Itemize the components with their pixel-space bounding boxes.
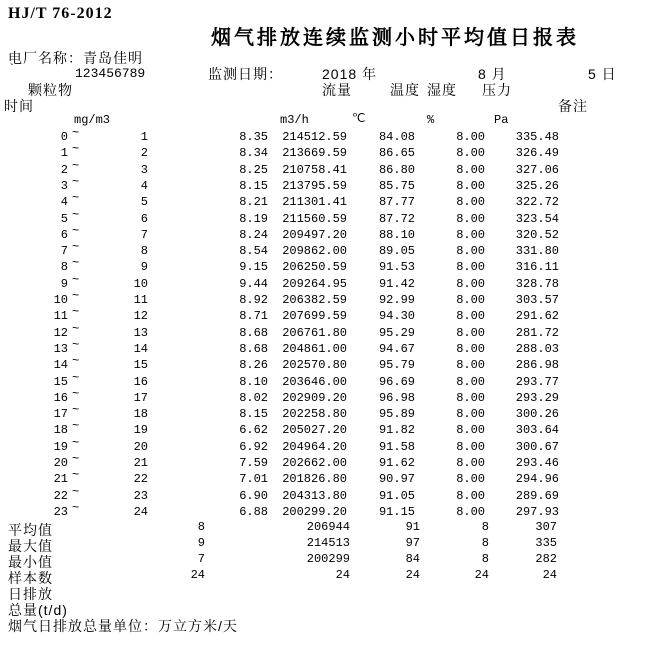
humidity-value: 8.00 [456,326,485,340]
dust-value: 8.54 [239,244,268,258]
humidity-value: 8.00 [456,309,485,323]
table-row [0,224,671,244]
summary-row-label: 平均值 [8,522,53,538]
flow-value: 205027.20 [282,423,347,437]
temperature-value: 91.05 [378,489,415,503]
humidity-value: 8.00 [456,293,485,307]
summary-dust-value: 9 [197,536,205,550]
hour-to: 15 [133,358,148,372]
flow-value: 203646.00 [282,375,347,389]
tilde-separator: ~ [72,403,80,417]
pressure-value: 300.26 [515,407,559,421]
temperature-value: 85.75 [378,179,415,193]
flow-value: 202258.80 [282,407,347,421]
table-row [0,501,671,521]
plant-name-value: 青岛佳明 [83,50,143,66]
humidity-value: 8.00 [456,342,485,356]
temperature-value: 92.99 [378,293,415,307]
tilde-separator: ~ [72,224,80,238]
pressure-value: 293.29 [515,391,559,405]
flow-value: 214512.59 [282,130,347,144]
dust-value: 8.19 [239,212,268,226]
hour-from: 19 [53,440,68,454]
flow-value: 200299.20 [282,505,347,519]
dust-value: 9.44 [239,277,268,291]
hour-to: 14 [133,342,148,356]
pressure-value: 328.78 [515,277,559,291]
column-header-pressure: 压力 [482,82,512,98]
temperature-value: 87.77 [378,195,415,209]
tilde-separator: ~ [72,240,80,254]
pressure-value: 300.67 [515,440,559,454]
flow-value: 201826.80 [282,472,347,486]
hour-from: 8 [60,260,68,274]
tilde-separator: ~ [72,485,80,499]
hour-from: 17 [53,407,68,421]
tilde-separator: ~ [72,289,80,303]
pressure-value: 335.48 [515,130,559,144]
flow-value: 210758.41 [282,163,347,177]
hour-to: 11 [133,293,148,307]
flue-gas-unit-note: 烟气日排放总量单位：万立方米/天 [8,618,238,634]
dust-value: 8.68 [239,342,268,356]
dust-value: 8.35 [239,130,268,144]
dust-value: 9.15 [239,260,268,274]
humidity-value: 8.00 [456,489,485,503]
humidity-value: 8.00 [456,228,485,242]
summary-humidity-value: 24 [474,568,489,582]
humidity-value: 8.00 [456,505,485,519]
humidity-value: 8.00 [456,212,485,226]
hour-from: 14 [53,358,68,372]
table-row [0,159,671,179]
pressure-value: 289.69 [515,489,559,503]
dust-value: 8.34 [239,146,268,160]
hour-to: 7 [140,228,148,242]
summary-humidity-value: 8 [481,520,489,534]
summary-temperature-value: 84 [405,552,420,566]
hour-to: 5 [140,195,148,209]
table-row [0,289,671,309]
hour-to: 8 [140,244,148,258]
table-row [0,256,671,276]
table-row [0,126,671,146]
flow-value: 213669.59 [282,146,347,160]
tilde-separator: ~ [72,387,80,401]
summary-row [0,552,671,568]
temperature-value: 94.67 [378,342,415,356]
table-row [0,387,671,407]
pressure-value: 281.72 [515,326,559,340]
hour-from: 4 [60,195,68,209]
dust-value: 7.59 [239,456,268,470]
stray-mark: ` [8,62,16,76]
summary-dust-value: 8 [197,520,205,534]
flow-value: 206761.80 [282,326,347,340]
dust-value: 7.01 [239,472,268,486]
dust-value: 8.92 [239,293,268,307]
summary-temperature-value: 97 [405,536,420,550]
pressure-value: 288.03 [515,342,559,356]
tilde-separator: ~ [72,175,80,189]
table-row [0,175,671,195]
temperature-value: 94.30 [378,309,415,323]
pressure-value: 294.96 [515,472,559,486]
pressure-value: 291.62 [515,309,559,323]
hour-from: 9 [60,277,68,291]
pressure-value: 320.52 [515,228,559,242]
summary-humidity-value: 8 [481,552,489,566]
table-row [0,468,671,488]
summary-row [0,520,671,536]
tilde-separator: ~ [72,273,80,287]
table-row [0,322,671,342]
tilde-separator: ~ [72,354,80,368]
hour-from: 23 [53,505,68,519]
tilde-separator: ~ [72,338,80,352]
hour-from: 18 [53,423,68,437]
dust-value: 8.68 [239,326,268,340]
flow-value: 211560.59 [282,212,347,226]
temperature-value: 91.82 [378,423,415,437]
tilde-separator: ~ [72,256,80,270]
pressure-value: 322.72 [515,195,559,209]
hour-from: 6 [60,228,68,242]
hour-to: 20 [133,440,148,454]
daily-emission-total-label: 总量(t/d) [8,602,68,618]
report-title: 烟气排放连续监测小时平均值日报表 [211,27,579,49]
summary-dust-value: 24 [190,568,205,582]
flow-value: 209264.95 [282,277,347,291]
hour-from: 7 [60,244,68,258]
flow-value: 206382.59 [282,293,347,307]
temperature-value: 96.98 [378,391,415,405]
temperature-value: 89.05 [378,244,415,258]
dust-value: 6.92 [239,440,268,454]
hour-to: 24 [133,505,148,519]
temperature-value: 95.29 [378,326,415,340]
plant-name-label: 电厂名称： [8,50,83,66]
tilde-separator: ~ [72,126,80,140]
hour-from: 21 [53,472,68,486]
unit-pressure: Pa [494,113,509,127]
summary-flow-value: 214513 [306,536,350,550]
summary-row [0,568,671,584]
summary-flow-value: 206944 [306,520,350,534]
plant-code: 123456789 [75,66,146,81]
flow-value: 213795.59 [282,179,347,193]
flow-value: 202909.20 [282,391,347,405]
hour-from: 2 [60,163,68,177]
humidity-value: 8.00 [456,179,485,193]
dust-value: 8.10 [239,375,268,389]
tilde-separator: ~ [72,322,80,336]
hour-from: 16 [53,391,68,405]
dust-value: 8.15 [239,179,268,193]
summary-pressure-value: 335 [535,536,557,550]
column-header-flow: 流量 [322,82,352,98]
pressure-value: 293.46 [515,456,559,470]
flow-value: 207699.59 [282,309,347,323]
hour-to: 10 [133,277,148,291]
tilde-separator: ~ [72,436,80,450]
table-row [0,142,671,162]
humidity-value: 8.00 [456,260,485,274]
pressure-value: 297.93 [515,505,559,519]
hour-to: 4 [140,179,148,193]
summary-row-label: 最小值 [8,554,53,570]
table-row [0,240,671,260]
temperature-value: 90.97 [378,472,415,486]
column-header-humidity: 湿度 [427,82,457,98]
column-header-time: 时间 [4,98,34,114]
hour-to: 13 [133,326,148,340]
monitor-date-day: 5 日 [588,66,617,82]
summary-row [0,536,671,552]
temperature-value: 91.42 [378,277,415,291]
summary-row-label: 最大值 [8,538,53,554]
hour-to: 12 [133,309,148,323]
temperature-value: 91.58 [378,440,415,454]
dust-value: 8.21 [239,195,268,209]
hour-from: 10 [53,293,68,307]
temperature-value: 91.53 [378,260,415,274]
flow-value: 206250.59 [282,260,347,274]
humidity-value: 8.00 [456,277,485,291]
tilde-separator: ~ [72,452,80,466]
pressure-value: 316.11 [515,260,559,274]
dust-value: 6.88 [239,505,268,519]
humidity-value: 8.00 [456,375,485,389]
hour-to: 17 [133,391,148,405]
tilde-separator: ~ [72,208,80,222]
hour-from: 1 [60,146,68,160]
humidity-value: 8.00 [456,195,485,209]
table-row [0,436,671,456]
temperature-value: 91.15 [378,505,415,519]
hour-from: 3 [60,179,68,193]
table-row [0,305,671,325]
column-header-pollutant: 颗粒物 [28,82,73,98]
dust-value: 8.02 [239,391,268,405]
hour-to: 23 [133,489,148,503]
temperature-value: 88.10 [378,228,415,242]
table-row [0,338,671,358]
column-header-remark: 备注 [558,98,588,114]
humidity-value: 8.00 [456,423,485,437]
summary-pressure-value: 307 [535,520,557,534]
hour-to: 2 [140,146,148,160]
hour-from: 11 [53,309,68,323]
tilde-separator: ~ [72,305,80,319]
humidity-value: 8.00 [456,456,485,470]
temperature-value: 96.69 [378,375,415,389]
pressure-value: 286.98 [515,358,559,372]
summary-pressure-value: 282 [535,552,557,566]
hour-to: 18 [133,407,148,421]
table-row [0,403,671,423]
tilde-separator: ~ [72,371,80,385]
hour-from: 0 [60,130,68,144]
dust-value: 8.71 [239,309,268,323]
hour-to: 21 [133,456,148,470]
hour-to: 22 [133,472,148,486]
unit-flow: m3/h [280,113,309,127]
monitor-date-month: 8 月 [478,66,507,82]
summary-humidity-value: 8 [481,536,489,550]
dust-value: 8.25 [239,163,268,177]
dust-value: 8.15 [239,407,268,421]
flow-value: 202570.80 [282,358,347,372]
humidity-value: 8.00 [456,472,485,486]
hour-from: 22 [53,489,68,503]
table-row [0,371,671,391]
hour-from: 15 [53,375,68,389]
hour-to: 3 [140,163,148,177]
temperature-value: 84.08 [378,130,415,144]
unit-pollutant: mg/m3 [74,113,111,127]
flow-value: 204964.20 [282,440,347,454]
hour-from: 12 [53,326,68,340]
temperature-value: 87.72 [378,212,415,226]
hour-from: 20 [53,456,68,470]
flow-value: 209497.20 [282,228,347,242]
table-row [0,273,671,293]
pressure-value: 327.06 [515,163,559,177]
dust-value: 8.26 [239,358,268,372]
summary-dust-value: 7 [197,552,205,566]
table-row [0,354,671,374]
pressure-value: 303.57 [515,293,559,307]
pressure-value: 303.64 [515,423,559,437]
humidity-value: 8.00 [456,244,485,258]
hour-from: 13 [53,342,68,356]
pressure-value: 325.26 [515,179,559,193]
temperature-value: 91.62 [378,456,415,470]
humidity-value: 8.00 [456,358,485,372]
tilde-separator: ~ [72,468,80,482]
tilde-separator: ~ [72,501,80,515]
summary-temperature-value: 24 [405,568,420,582]
humidity-value: 8.00 [456,440,485,454]
humidity-value: 8.00 [456,130,485,144]
temperature-value: 86.80 [378,163,415,177]
hour-to: 1 [140,130,148,144]
tilde-separator: ~ [72,191,80,205]
pressure-value: 323.54 [515,212,559,226]
table-row [0,452,671,472]
hour-from: 5 [60,212,68,226]
flow-value: 211301.41 [282,195,347,209]
pressure-value: 331.80 [515,244,559,258]
flow-value: 202662.00 [282,456,347,470]
pressure-value: 293.77 [515,375,559,389]
tilde-separator: ~ [72,419,80,433]
hour-to: 9 [140,260,148,274]
hour-to: 16 [133,375,148,389]
summary-row-label: 样本数 [8,570,53,586]
temperature-value: 95.79 [378,358,415,372]
summary-flow-value: 200299 [306,552,350,566]
tilde-separator: ~ [72,142,80,156]
unit-humidity: % [427,113,435,127]
table-row [0,191,671,211]
summary-flow-value: 24 [335,568,350,582]
daily-emission-label: 日排放 [8,586,53,602]
temperature-value: 95.89 [378,407,415,421]
dust-value: 6.62 [239,423,268,437]
dust-value: 8.24 [239,228,268,242]
monitor-date-year: 2018 年 [322,66,378,82]
table-row [0,208,671,228]
table-row [0,419,671,439]
summary-pressure-value: 24 [542,568,557,582]
table-row [0,485,671,505]
monitor-date-label: 监测日期： [208,66,283,82]
flow-value: 209862.00 [282,244,347,258]
humidity-value: 8.00 [456,146,485,160]
humidity-value: 8.00 [456,407,485,421]
temperature-value: 86.65 [378,146,415,160]
summary-temperature-value: 91 [405,520,420,534]
humidity-value: 8.00 [456,391,485,405]
plant-name-line [8,48,143,68]
hour-to: 6 [140,212,148,226]
unit-temperature: ℃ [352,112,366,126]
hour-to: 19 [133,423,148,437]
tilde-separator: ~ [72,159,80,173]
flow-value: 204861.00 [282,342,347,356]
humidity-value: 8.00 [456,163,485,177]
dust-value: 6.90 [239,489,268,503]
pressure-value: 326.49 [515,146,559,160]
column-header-temperature: 温度 [390,82,420,98]
standard-code: HJ/T 76-2012 [8,5,113,22]
flow-value: 204313.80 [282,489,347,503]
